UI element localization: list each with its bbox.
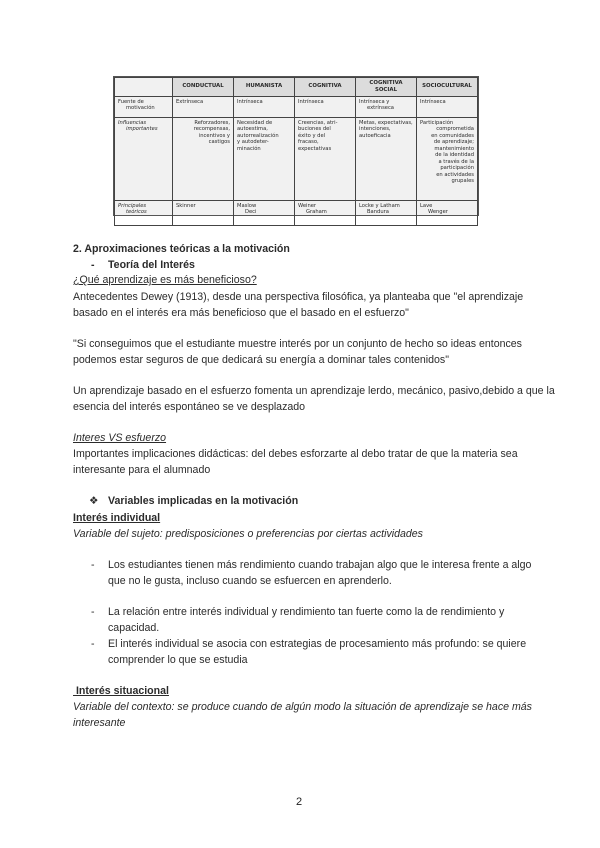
cell-line: Participación	[420, 119, 454, 126]
table-cell	[356, 96, 417, 117]
effort-line-1: Un aprendizaje basado en el esfuerzo fomenta un aprendizaje lerdo, mecánico, pasivo,debido a que la	[73, 385, 555, 397]
cell-line: fracaso,	[298, 139, 319, 145]
table-row-teoricos	[115, 200, 478, 225]
table-row-influencias	[115, 117, 478, 200]
sub-heading-teoria-interes: Teoría del Interés	[108, 259, 195, 271]
implications-line-1: Importantes implicaciones didácticas: del debes esforzarte al debo tratar de que la materia sea	[73, 448, 518, 460]
cell-line: a través de la	[438, 158, 474, 165]
table-cell	[295, 200, 356, 225]
table-cell	[234, 200, 295, 225]
table-cell	[295, 117, 356, 200]
cell-line: Intrínseca	[420, 98, 446, 105]
quote-line-2: podemos estar seguros de que dedicará su energía a dominar tales contenidos"	[73, 354, 449, 366]
interes-vs-esfuerzo-title: Interes VS esfuerzo	[73, 432, 167, 444]
cell-line: incentivos y	[198, 132, 230, 139]
cell-line: en comunidades	[431, 132, 474, 139]
sub-heading-dash: -	[91, 259, 95, 271]
cell-line: Deci	[245, 209, 257, 215]
table-cell	[417, 200, 478, 225]
bullet-dash: -	[91, 606, 95, 618]
table-cell	[234, 96, 295, 117]
cell-line: autorrealización	[237, 132, 279, 139]
situacional-def-line-2: interesante	[73, 717, 126, 729]
bullet-2-line-1: La relación entre interés individual y rendimiento tan fuerte como la de rendimiento y	[108, 606, 505, 618]
page-number: 2	[296, 796, 303, 808]
row-label-line: Fuente de	[118, 98, 144, 105]
cell-line: Intrínseca	[237, 98, 263, 105]
implications-line-2: interesante para el alumnado	[73, 464, 211, 476]
table-header-cognitiva: COGNITIVA	[295, 78, 356, 97]
cell-line: expectativas	[298, 145, 332, 152]
cell-line: éxito y del	[298, 132, 326, 139]
dewey-line-2: basado en el interés era más beneficioso que el basado en el esfuerzo"	[73, 307, 409, 319]
bullet-dash: -	[91, 559, 95, 571]
cell-line: minación	[237, 145, 261, 152]
table-header-row	[115, 78, 478, 97]
bullet-dash: -	[91, 638, 95, 650]
cell-line: Intrínseca y	[359, 98, 390, 105]
table-cell	[173, 117, 234, 200]
row-label-line: importantes	[126, 126, 158, 132]
cell-line: mantenimiento	[434, 145, 474, 152]
table-cell	[417, 117, 478, 200]
quote-line-1: "Si conseguimos que el estudiante muestre interés por un conjunto de hecho so ideas entonces	[73, 338, 522, 350]
bullet-1-line-1: Los estudiantes tienen más rendimiento cuando trabajan algo que le interesa frente a algo	[108, 559, 532, 571]
cell-line: intenciones,	[359, 126, 391, 132]
table-header-sociocultural: SOCIOCULTURAL	[417, 78, 478, 97]
cell-line: de aprendizaje;	[433, 139, 474, 145]
row-label-teoricos	[115, 200, 173, 225]
table-cell	[417, 96, 478, 117]
row-label-fuente	[115, 96, 173, 117]
cell-line: comprometida	[436, 126, 474, 132]
cell-line: Graham	[306, 209, 327, 215]
cell-line: Maslow	[237, 202, 257, 209]
cell-line: y autodeter-	[237, 139, 269, 145]
interes-individual-title: Interés individual	[73, 512, 161, 524]
table-cell	[356, 200, 417, 225]
cell-line: de la identidad	[435, 152, 474, 158]
cell-line: autoestima,	[237, 126, 268, 132]
cell-line: Locke y Latham	[359, 202, 400, 209]
dewey-line-1: Antecedentes Dewey (1913), desde una perspectiva filosófica, ya planteaba que "el aprendizaje	[73, 291, 524, 303]
motivation-theories-table	[114, 77, 478, 226]
table-header-conductual: CONDUCTUAL	[173, 78, 234, 97]
row-label-line: teóricos	[126, 209, 147, 215]
cell-line: Reforzadores,	[194, 119, 230, 126]
table-header-cognitiva-social: COGNITIVA SOCIAL	[356, 78, 417, 97]
row-label-line: motivación	[126, 105, 155, 111]
interes-individual-definition: Variable del sujeto: predisposiciones o preferencias por ciertas actividades	[73, 528, 423, 540]
cell-line: Necesidad de	[237, 119, 273, 126]
cell-line: Lave	[420, 202, 433, 209]
cell-line: recompensas,	[193, 126, 230, 132]
effort-line-2: esencia del interés espontáneo se ve desplazado	[73, 401, 306, 413]
cell-line: autoeficacia	[359, 132, 391, 139]
cell-line: participación	[440, 165, 474, 171]
cell-line: grupales	[451, 178, 474, 184]
row-label-influencias	[115, 117, 173, 200]
table-header-humanista: HUMANISTA	[234, 78, 295, 97]
row-label-line: Influencias	[118, 119, 147, 126]
question-line: ¿Qué aprendizaje es más beneficioso?	[73, 274, 257, 286]
bullet-3-line-2: comprender lo que se estudia	[108, 654, 248, 666]
section-heading: 2. Aproximaciones teóricas a la motivación	[73, 243, 290, 255]
cell-line: Weiner	[298, 202, 317, 209]
table-row-fuente	[115, 96, 478, 117]
cell-line: castigos	[208, 139, 230, 145]
table-cell	[173, 200, 234, 225]
table-cell	[356, 117, 417, 200]
bullet-1-line-2: que no le gusta, incluso cuando se esfuercen en aprenderlo.	[108, 575, 392, 587]
situacional-def-line-1: Variable del contexto: se produce cuando de algún modo la situación de aprendizaje se hace más	[73, 701, 532, 713]
interes-situacional-title: Interés situacional	[73, 685, 169, 697]
cell-line: Bandura	[367, 209, 389, 215]
bullet-2-line-2: capacidad.	[108, 622, 160, 634]
cell-line: buciones del	[298, 126, 331, 132]
bullet-3-line-1: El interés individual se asocia con estrategias de procesamiento más profundo: se quiere	[108, 638, 527, 650]
cell-line: Metas, expectativas,	[359, 119, 413, 126]
table-cell	[295, 96, 356, 117]
motivation-theories-table-image	[113, 76, 479, 216]
table-cell	[173, 96, 234, 117]
cell-line: Creencias, atri-	[298, 119, 338, 126]
cell-line: extrínseca	[367, 105, 394, 111]
cell-line: Extrínseca	[176, 98, 204, 105]
diamond-bullet-icon: ❖	[89, 495, 99, 507]
variables-heading: Variables implicadas en la motivación	[108, 495, 299, 507]
cell-line: Intrínseca	[298, 98, 324, 105]
table-cell	[234, 117, 295, 200]
row-label-line: Principales	[118, 202, 147, 209]
cell-line: en actividades	[436, 171, 474, 178]
cell-line: Skinner	[176, 202, 196, 209]
table-header-blank	[115, 78, 173, 97]
cell-line: Wenger	[428, 209, 448, 215]
